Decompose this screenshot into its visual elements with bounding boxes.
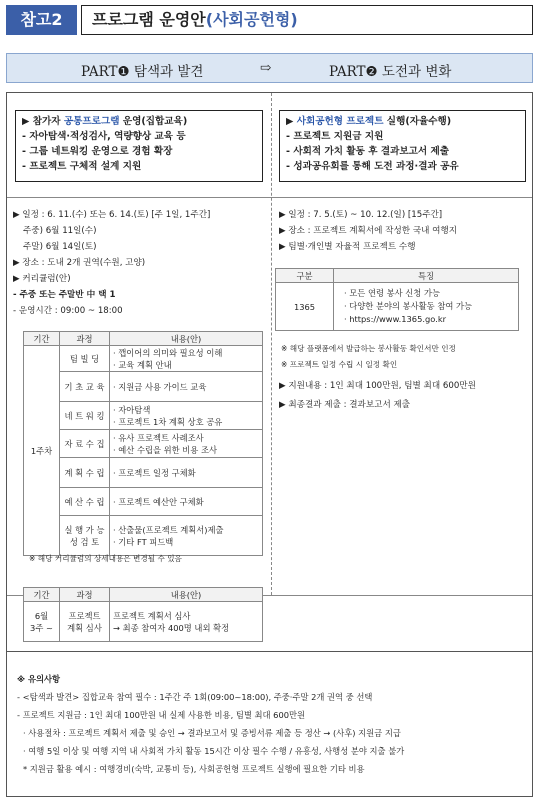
- course-cell: 기 초 교 육: [60, 372, 110, 402]
- part1-label: PART❶ 탐색과 발견: [81, 64, 204, 80]
- part1-summary-line: - 프로젝트 구체적 설계 지원: [22, 161, 142, 172]
- project-mode-text: ▶ 팀별·개인별 자율적 프로젝트 수행: [279, 242, 416, 252]
- program-frame: [6, 92, 533, 652]
- note-item: · 여행 5일 이상 및 여행 지역 내 사회적 가치 활동 15시간 이상 필수 수행 / 유흥성, 사행성 분야 지출 불가: [23, 746, 405, 756]
- col-header: 내용(안): [110, 332, 263, 346]
- course-cell: 프로젝트 계획 심사: [60, 602, 110, 642]
- part2-summary-line: - 프로젝트 지원금 지원: [286, 131, 384, 142]
- column-divider: [271, 93, 272, 595]
- section-divider: [7, 197, 532, 198]
- schedule-text: ▶ 일정 : 7. 5.(토) ~ 10. 12.(일) [15주간]: [279, 210, 443, 220]
- content-cell: · 프로젝트 예산안 구체화: [110, 488, 263, 516]
- course-cell: 예 산 수 립: [60, 488, 110, 516]
- weekend-date: 주말) 6월 14일(토): [23, 242, 97, 252]
- part1-summary-line: - 자아탐색·적성검사, 역량향상 교육 등: [22, 131, 186, 142]
- col-header: 내용(안): [110, 588, 263, 602]
- header: [6, 5, 533, 35]
- curriculum-note: ※ 해당 커리큘럼의 상세내용은 변경될 수 있음: [29, 554, 182, 563]
- platform-features: · 모든 연령 봉사 신청 가능 · 다양한 분야의 봉사활동 참여 가능 · https://www.1365.go.kr: [334, 283, 519, 331]
- course-cell: 네 트 워 킹: [60, 402, 110, 430]
- class-choice: - 주중 또는 주말반 中 택 1: [13, 290, 116, 300]
- platform-table: [275, 268, 519, 331]
- note-item: - 프로젝트 지원금 : 1인 최대 100만원 내 실제 사용한 비용, 팀별 최대 600만원: [17, 710, 306, 720]
- part2-info: [279, 207, 457, 255]
- content-cell: · 깹이어의 의미와 필요성 이해 · 교육 계획 안내: [110, 346, 263, 372]
- part2-summary-line: - 사회적 가치 활동 후 결과보고서 제출: [286, 146, 450, 157]
- page-title: [81, 5, 533, 35]
- curriculum-table: [23, 331, 263, 556]
- note-item: · 사용절차 : 프로젝트 계획서 제출 및 승인 → 결과보고서 및 증빙서류 제출 등 정산 → (사후) 지원금 지급: [23, 728, 401, 738]
- curriculum-title: ▶ 커리큘럼(안): [13, 274, 71, 284]
- period-cell: 6월 3주 ~: [24, 602, 60, 642]
- part2-summary-line: - 성과공유회를 통해 도전 과정·결과 공유: [286, 161, 459, 172]
- part1-summary-box: [15, 110, 263, 182]
- operating-hours: - 운영시간 : 09:00 ~ 18:00: [13, 306, 123, 316]
- schedule-text: ▶ 일정 : 6. 11.(수) 또는 6. 14.(토) [주 1일, 1주간]: [13, 210, 211, 220]
- part1-summary-line: - 그룹 네트워킹 운영으로 경험 확장: [22, 146, 173, 157]
- schedule-note: ※ 프로젝트 일정 수립 시 일정 확인: [281, 360, 398, 369]
- col-header: 구분: [276, 269, 334, 283]
- col-header: 기간: [24, 588, 60, 602]
- content-cell: · 지원금 사용 가이드 교육: [110, 372, 263, 402]
- part1-info: [13, 207, 210, 319]
- part1-summary-line: ▶ 참가자 공통프로그램 운영(집합교육): [22, 116, 188, 127]
- part-bar: [6, 53, 533, 83]
- part2-label: PART❷ 도전과 변화: [329, 64, 452, 80]
- col-header: 과정: [60, 588, 110, 602]
- platform-note: ※ 해당 플랫폼에서 발급하는 봉사활동 확인서만 인정: [281, 344, 456, 353]
- content-cell: · 프로젝트 일정 구체화: [110, 458, 263, 488]
- content-cell: · 자아탐색 · 프로젝트 1차 계획 상호 공유: [110, 402, 263, 430]
- title-accent: (사회공헌형): [205, 10, 298, 29]
- period-cell: 1주차: [24, 346, 60, 556]
- part2-summary-line: ▶ 사회공헌형 프로젝트 실행(자율수행): [286, 116, 452, 127]
- part2-summary-box: [279, 110, 526, 182]
- note-item: - <탐색과 발견> 집합교육 참여 필수 : 1주간 주 1회(09:00~18:00), 주중·주말 2개 권역 중 선택: [17, 692, 373, 702]
- platform-name: 1365: [276, 283, 334, 331]
- final-submission: ▶ 최종결과 제출 : 결과보고서 제출: [279, 400, 411, 410]
- content-cell: · 유사 프로젝트 사례조사 · 예산 수립을 위한 비용 조사: [110, 430, 263, 458]
- arrow-icon: ⇨: [260, 60, 272, 76]
- note-item: * 지원금 활용 예시 : 여행경비(숙박, 교통비 등), 사회공헌형 프로젝트 실행에 필요한 기타 비용: [23, 764, 365, 774]
- course-cell: 실 행 가 능 성 검 토: [60, 516, 110, 556]
- course-cell: 계 획 수 립: [60, 458, 110, 488]
- location-text: ▶ 장소 : 도내 2개 권역(수원, 고양): [13, 258, 146, 268]
- location-text: ▶ 장소 : 프로젝트 계획서에 작성한 국내 여행지: [279, 226, 458, 236]
- col-header: 특징: [334, 269, 519, 283]
- col-header: 기간: [24, 332, 60, 346]
- course-cell: 팀 빌 딩: [60, 346, 110, 372]
- notes-section: [6, 652, 533, 797]
- title-main: 프로그램 운영안: [92, 10, 206, 29]
- col-header: 과정: [60, 332, 110, 346]
- notes-title: ※ 유의사항: [17, 674, 61, 684]
- content-cell: · 산출물(프로젝트 계획서)제출 · 기타 FT 피드백: [110, 516, 263, 556]
- content-cell: 프로젝트 계획서 심사 → 최종 참여자 400명 내외 확정: [110, 602, 263, 642]
- course-cell: 자 료 수 집: [60, 430, 110, 458]
- weekday-date: 주중) 6월 11일(수): [23, 226, 97, 236]
- support-content: ▶ 지원내용 : 1인 최대 100만원, 팀별 최대 600만원: [279, 381, 476, 391]
- reference-badge: 참고2: [6, 5, 77, 35]
- review-table: [23, 587, 263, 642]
